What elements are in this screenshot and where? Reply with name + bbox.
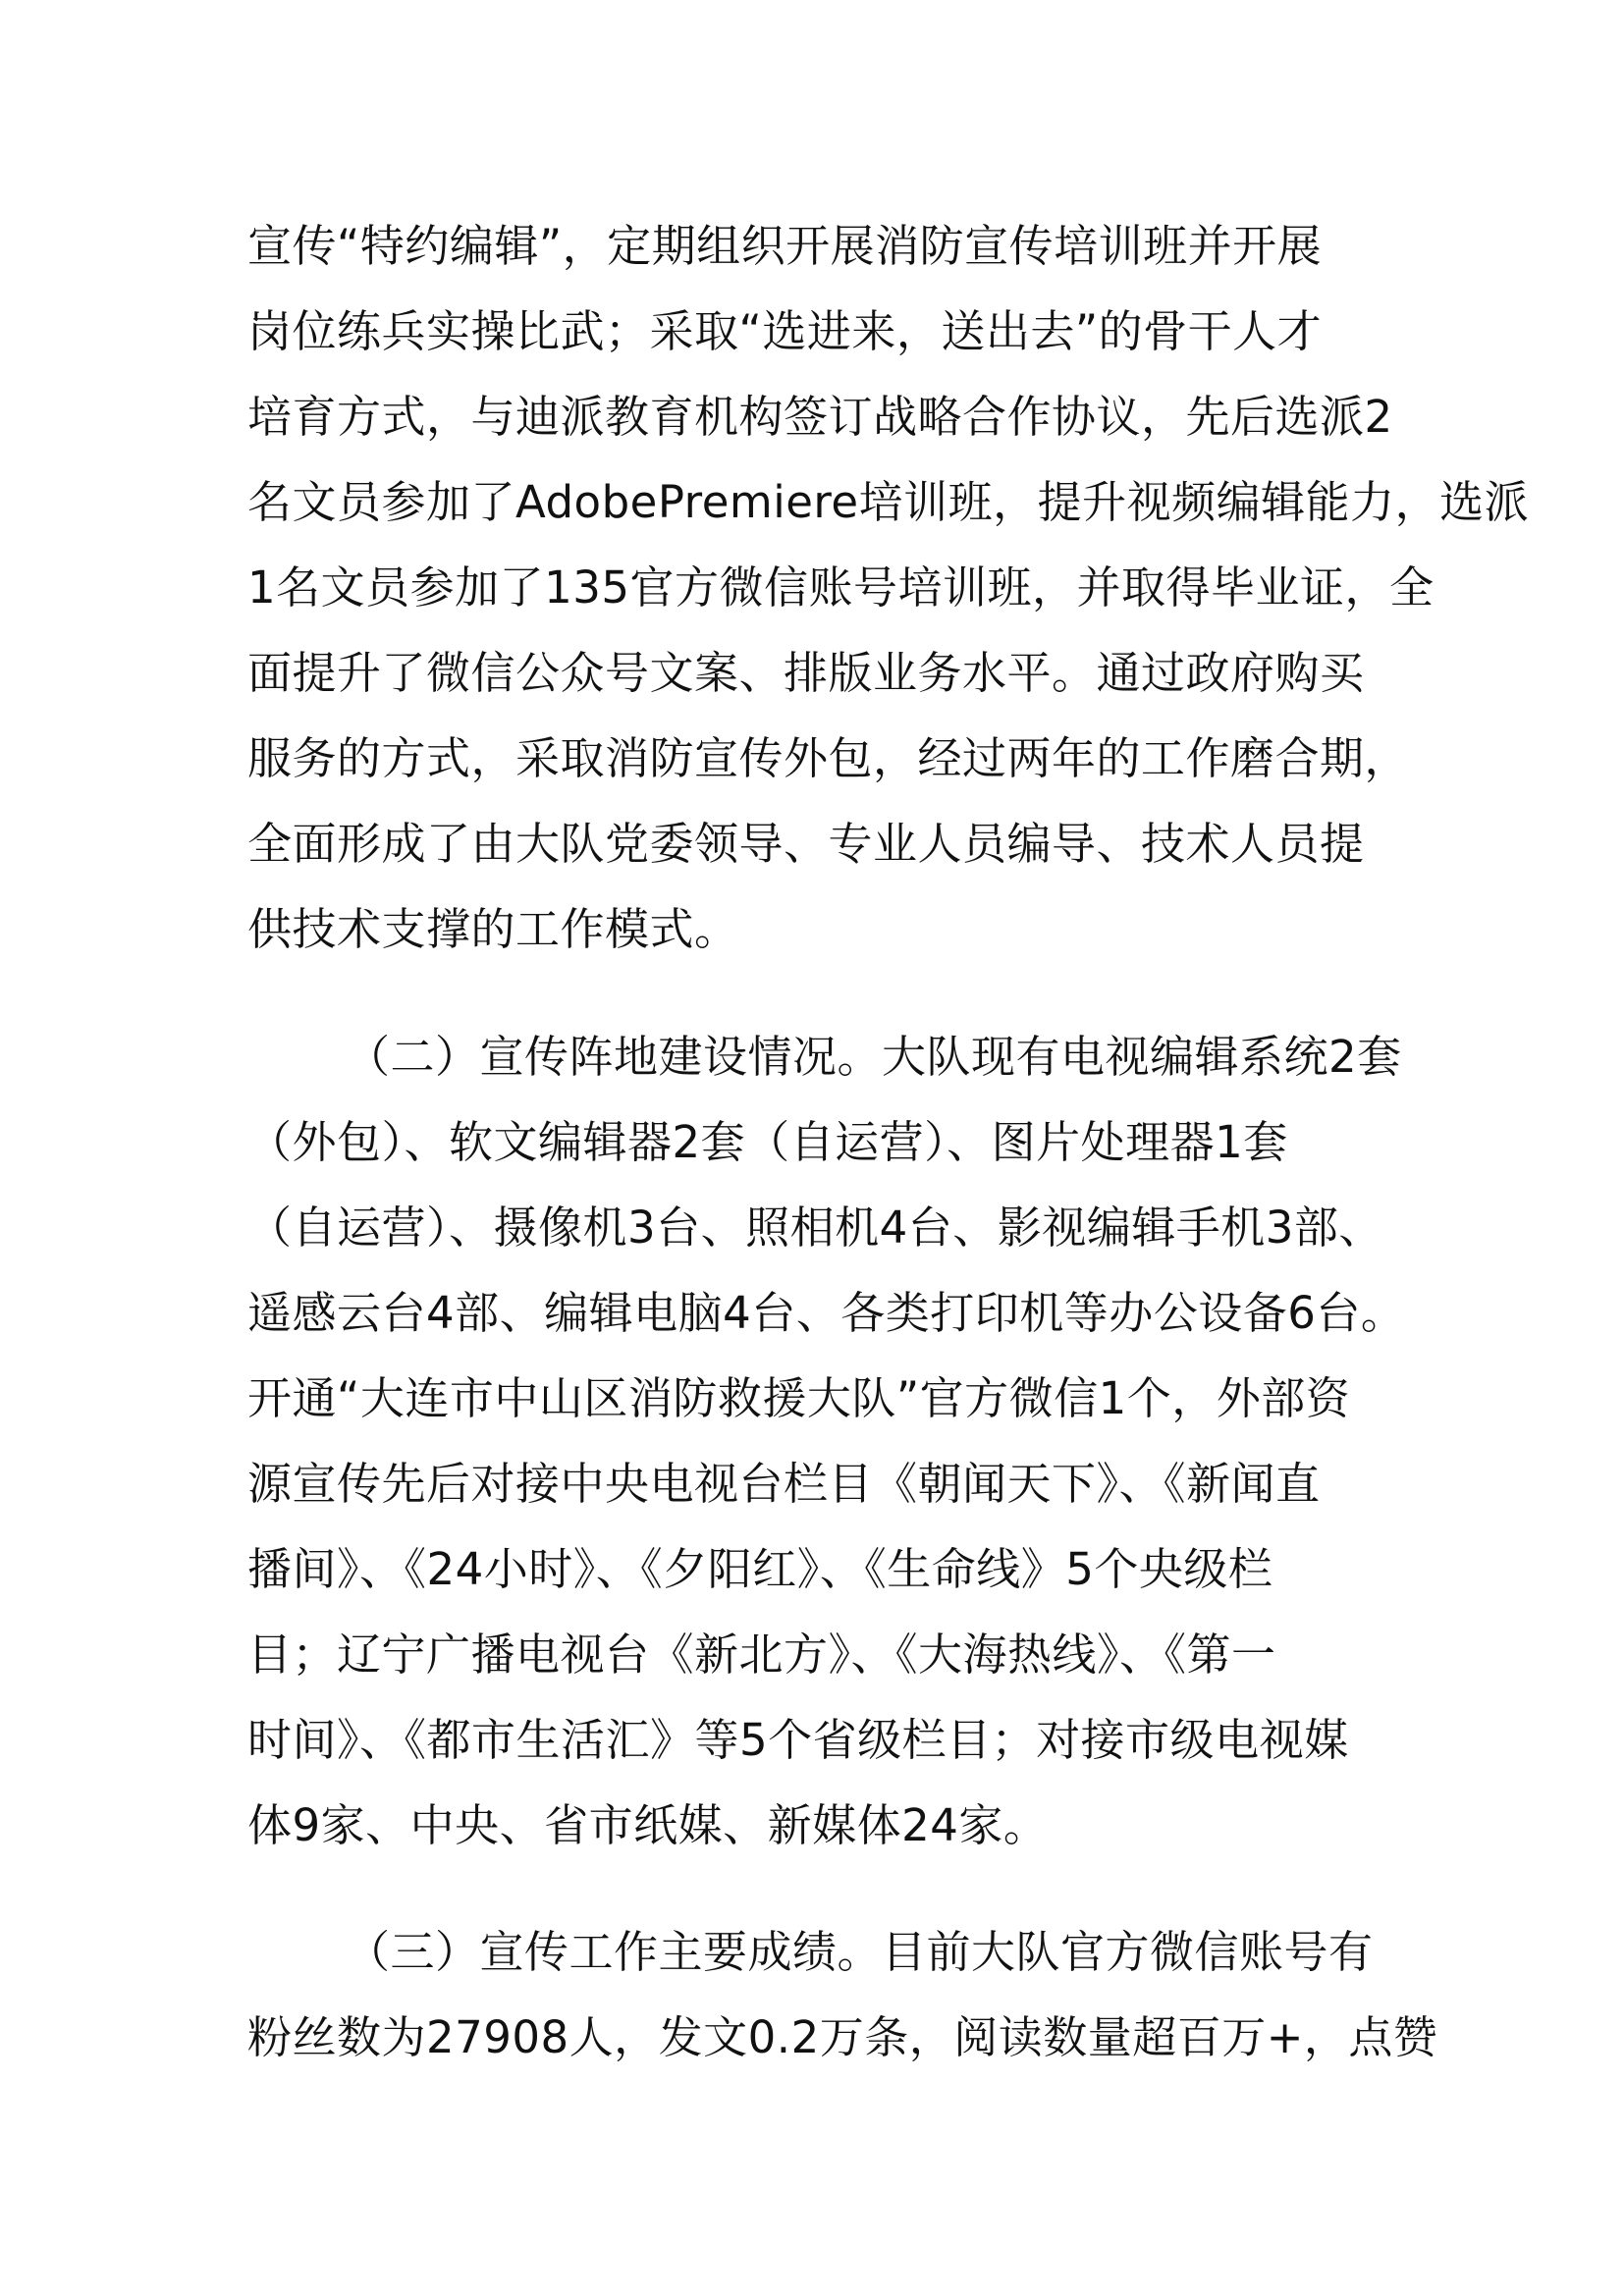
text-line: 培育方式，与迪派教育机构签订战略合作协议，先后选派2 [247,391,1393,443]
text-line: 播间》、《24小时》、《夕阳红》、《生命线》5个央级栏 [247,1543,1273,1595]
text-line: 供技术支撑的工作模式。 [247,903,739,955]
text-line: 源宣传先后对接中央电视台栏目《朝闻天下》、《新闻直 [247,1458,1321,1510]
text-line: 宣传“特约编辑”，定期组织开展消防宣传培训班并开展 [247,220,1323,272]
text-line: （外包）、软文编辑器2套（自运营）、图片处理器1套 [247,1116,1288,1168]
text-line: （自运营）、摄像机3台、照相机4台、影视编辑手机3部、 [247,1201,1383,1254]
text-line: 面提升了微信公众号文案、排版业务水平。通过政府购买 [247,647,1365,699]
text-line: 名文员参加了AdobePremiere培训班，提升视频编辑能力，选派 [247,476,1530,528]
text-line: 1名文员参加了135官方微信账号培训班，并取得毕业证，全 [247,561,1435,614]
paragraph-achievements [247,1909,1438,2080]
text-line: 目；辽宁广播电视台《新北方》、《大海热线》、《第一 [247,1629,1276,1681]
text-line: 岗位练兵实操比武；采取“选进来，送出去”的骨干人才 [247,305,1323,357]
text-line: 遥感云台4部、编辑电脑4台、各类打印机等办公设备6台。 [247,1287,1406,1339]
text-line: 全面形成了由大队党委领导、专业人员编导、技术人员提 [247,818,1365,870]
text-line: 粉丝数为27908人，发文0.2万条，阅读数量超百万+，点赞 [247,2011,1438,2063]
text-line: 开通“大连市中山区消防救援大队”官方微信1个，外部资 [247,1372,1351,1424]
text-line: 时间》、《都市生活汇》等5个省级栏目；对接市级电视媒 [247,1714,1349,1766]
text-line: 体9家、中央、省市纸媒、新媒体24家。 [247,1799,1049,1851]
paragraph-publicity-platform [247,1014,1406,1868]
section-heading-line: （三）宣传工作主要成绩。目前大队官方微信账号有 [346,1926,1374,1978]
section-heading-line: （二）宣传阵地建设情况。大队现有电视编辑系统2套 [346,1031,1402,1083]
paragraph-training [247,203,1530,972]
text-line: 服务的方式，采取消防宣传外包，经过两年的工作磨合期， [247,732,1410,784]
